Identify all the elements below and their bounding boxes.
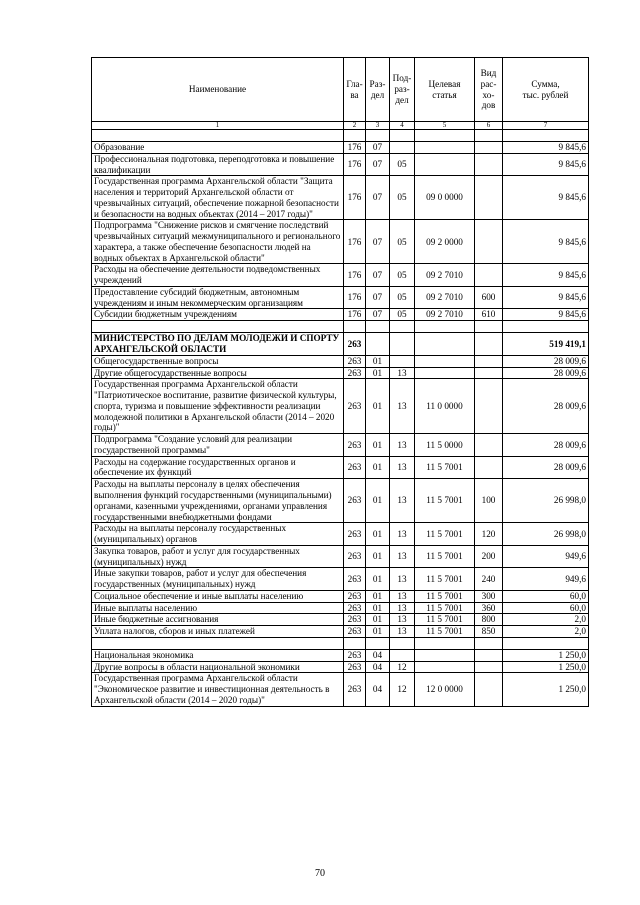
table-row [92, 309, 589, 321]
header-target-article: Целевая статья [415, 58, 475, 122]
cell-name: МИНИСТЕРСТВО ПО ДЕЛАМ МОЛОДЕЖИ И СПОРТУ АРХАНГЕЛЬСКОЙ ОБЛАСТИ [92, 333, 344, 356]
cell-target-article: 09 2 7010 [415, 309, 475, 321]
cell-expense-type: 800 [475, 614, 503, 626]
cell-glava: 263 [344, 523, 366, 546]
cell-razdel: 07 [366, 176, 390, 220]
cell-razdel: 01 [366, 479, 390, 523]
table-row [92, 602, 589, 614]
table-row [92, 264, 589, 287]
empty-cell [344, 637, 366, 649]
cell-expense-type: 120 [475, 523, 503, 546]
cell-glava: 263 [344, 456, 366, 479]
cell-name: Закупка товаров, работ и услуг для государственных (муниципальных) нужд [92, 545, 344, 568]
empty-cell [475, 637, 503, 649]
empty-cell [366, 130, 390, 142]
budget-table [91, 57, 589, 707]
empty-cell [344, 321, 366, 333]
cell-name: Другие вопросы в области национальной экономики [92, 661, 344, 673]
cell-target-article: 11 5 7001 [415, 626, 475, 638]
cell-expense-type [475, 220, 503, 264]
empty-cell [475, 321, 503, 333]
header-glava: Гла- ва [344, 58, 366, 122]
table-row [92, 379, 589, 434]
empty-cell [92, 637, 344, 649]
cell-sum: 28 009,6 [503, 367, 589, 379]
column-index: 1 [92, 122, 344, 130]
cell-name: Государственная программа Архангельской области "Защита населения и территорий Архангельской области от чрезвычайных ситуаций, обеспечение пожарной безопасности и безопасности на водных объектах (2014 – 2017 годы)" [92, 176, 344, 220]
cell-podrazdel: 05 [390, 220, 415, 264]
table-row-spacer [92, 130, 589, 142]
cell-glava: 176 [344, 286, 366, 309]
cell-target-article [415, 333, 475, 356]
empty-cell [390, 637, 415, 649]
cell-target-article: 11 5 7001 [415, 479, 475, 523]
cell-name: Иные бюджетные ассигнования [92, 614, 344, 626]
cell-name: Расходы на выплаты персоналу в целях обеспечения выполнения функций государственными (муниципальными) органами, казенными учреждениями, органами управления государственными внебюджетными фондами [92, 479, 344, 523]
cell-expense-type [475, 142, 503, 154]
cell-podrazdel: 05 [390, 153, 415, 176]
cell-expense-type: 100 [475, 479, 503, 523]
cell-target-article: 11 5 7001 [415, 456, 475, 479]
cell-podrazdel: 13 [390, 626, 415, 638]
cell-podrazdel [390, 333, 415, 356]
cell-sum: 1 250,0 [503, 673, 589, 706]
cell-glava: 176 [344, 142, 366, 154]
cell-target-article [415, 142, 475, 154]
cell-razdel: 07 [366, 264, 390, 287]
header-name: Наименование [92, 58, 344, 122]
cell-sum: 28 009,6 [503, 379, 589, 434]
empty-cell [475, 130, 503, 142]
cell-podrazdel: 13 [390, 379, 415, 434]
cell-name: Расходы на обеспечение деятельности подведомственных учреждений [92, 264, 344, 287]
cell-name: Государственная программа Архангельской области "Экономическое развитие и инвестиционная деятельность в Архангельской области (2014 – 2020 годы)" [92, 673, 344, 706]
cell-expense-type [475, 434, 503, 457]
cell-expense-type [475, 355, 503, 367]
cell-name: Иные закупки товаров, работ и услуг для обеспечения государственных (муниципальных) нужд [92, 568, 344, 591]
cell-expense-type [475, 456, 503, 479]
column-index-row [92, 122, 589, 130]
cell-razdel: 01 [366, 434, 390, 457]
cell-glava: 263 [344, 379, 366, 434]
cell-target-article: 11 5 7001 [415, 614, 475, 626]
cell-razdel: 01 [366, 626, 390, 638]
cell-podrazdel: 13 [390, 456, 415, 479]
cell-podrazdel: 12 [390, 661, 415, 673]
cell-sum: 9 845,6 [503, 309, 589, 321]
table-row [92, 434, 589, 457]
table-row [92, 456, 589, 479]
cell-name: Общегосударственные вопросы [92, 355, 344, 367]
cell-sum: 519 419,1 [503, 333, 589, 356]
cell-target-article [415, 367, 475, 379]
empty-cell [92, 130, 344, 142]
cell-razdel: 04 [366, 673, 390, 706]
cell-target-article: 09 2 7010 [415, 286, 475, 309]
cell-glava: 263 [344, 673, 366, 706]
cell-razdel: 07 [366, 286, 390, 309]
cell-sum: 9 845,6 [503, 286, 589, 309]
cell-name: Профессиональная подготовка, переподготовка и повышение квалификации [92, 153, 344, 176]
cell-expense-type: 850 [475, 626, 503, 638]
cell-name: Социальное обеспечение и иные выплаты населению [92, 590, 344, 602]
empty-cell [366, 321, 390, 333]
cell-target-article [415, 355, 475, 367]
cell-podrazdel: 13 [390, 602, 415, 614]
cell-razdel: 07 [366, 153, 390, 176]
cell-expense-type [475, 661, 503, 673]
column-index: 6 [475, 122, 503, 130]
empty-cell [92, 321, 344, 333]
cell-sum: 9 845,6 [503, 264, 589, 287]
cell-expense-type [475, 367, 503, 379]
cell-target-article: 12 0 0000 [415, 673, 475, 706]
cell-glava: 263 [344, 545, 366, 568]
cell-expense-type: 200 [475, 545, 503, 568]
cell-target-article: 11 0 0000 [415, 379, 475, 434]
empty-cell [503, 130, 589, 142]
cell-razdel: 01 [366, 590, 390, 602]
cell-name: Расходы на выплаты персоналу государственных (муниципальных) органов [92, 523, 344, 546]
cell-glava: 263 [344, 626, 366, 638]
cell-glava: 263 [344, 649, 366, 661]
cell-target-article [415, 649, 475, 661]
header-podrazdel: Под- раз- дел [390, 58, 415, 122]
cell-podrazdel: 13 [390, 614, 415, 626]
cell-name: Иные выплаты населению [92, 602, 344, 614]
page-number: 70 [315, 868, 325, 879]
cell-podrazdel: 05 [390, 264, 415, 287]
cell-sum: 2,0 [503, 626, 589, 638]
cell-podrazdel: 13 [390, 434, 415, 457]
cell-name: Национальная экономика [92, 649, 344, 661]
cell-expense-type [475, 379, 503, 434]
cell-expense-type [475, 673, 503, 706]
cell-glava: 263 [344, 367, 366, 379]
header-sum: Сумма, тыс. рублей [503, 58, 589, 122]
cell-razdel: 07 [366, 142, 390, 154]
cell-razdel: 01 [366, 456, 390, 479]
cell-sum: 949,6 [503, 545, 589, 568]
column-index: 2 [344, 122, 366, 130]
table-row [92, 523, 589, 546]
empty-cell [415, 130, 475, 142]
cell-podrazdel [390, 142, 415, 154]
cell-glava: 263 [344, 614, 366, 626]
cell-glava: 263 [344, 602, 366, 614]
cell-glava: 263 [344, 590, 366, 602]
cell-name: Уплата налогов, сборов и иных платежей [92, 626, 344, 638]
cell-name: Подпрограмма "Создание условий для реализации государственной программы" [92, 434, 344, 457]
column-index: 4 [390, 122, 415, 130]
table-row [92, 661, 589, 673]
cell-expense-type [475, 264, 503, 287]
cell-razdel: 01 [366, 355, 390, 367]
table-row [92, 142, 589, 154]
cell-podrazdel: 05 [390, 309, 415, 321]
cell-sum: 2,0 [503, 614, 589, 626]
table-row [92, 649, 589, 661]
cell-sum: 9 845,6 [503, 176, 589, 220]
cell-razdel: 01 [366, 614, 390, 626]
column-index: 5 [415, 122, 475, 130]
cell-expense-type: 300 [475, 590, 503, 602]
cell-podrazdel: 05 [390, 176, 415, 220]
cell-glava: 176 [344, 153, 366, 176]
empty-cell [344, 130, 366, 142]
cell-expense-type [475, 176, 503, 220]
cell-glava: 263 [344, 333, 366, 356]
cell-glava: 176 [344, 176, 366, 220]
header-row [92, 58, 589, 122]
cell-sum: 26 998,0 [503, 479, 589, 523]
cell-podrazdel [390, 649, 415, 661]
cell-name: Предоставление субсидий бюджетным, автономным учреждениям и иным некоммерческим организациям [92, 286, 344, 309]
cell-podrazdel: 13 [390, 545, 415, 568]
cell-target-article [415, 661, 475, 673]
cell-target-article: 11 5 0000 [415, 434, 475, 457]
cell-expense-type [475, 649, 503, 661]
column-index: 7 [503, 122, 589, 130]
cell-glava: 263 [344, 434, 366, 457]
cell-sum: 28 009,6 [503, 456, 589, 479]
cell-sum: 28 009,6 [503, 355, 589, 367]
cell-podrazdel: 13 [390, 590, 415, 602]
cell-podrazdel: 13 [390, 523, 415, 546]
cell-sum: 60,0 [503, 590, 589, 602]
cell-sum: 1 250,0 [503, 661, 589, 673]
cell-glava: 176 [344, 264, 366, 287]
cell-razdel: 01 [366, 379, 390, 434]
cell-target-article: 11 5 7001 [415, 545, 475, 568]
header-expense-type: Вид рас- хо- дов [475, 58, 503, 122]
cell-target-article: 09 0 0000 [415, 176, 475, 220]
cell-podrazdel: 05 [390, 286, 415, 309]
cell-razdel: 04 [366, 649, 390, 661]
empty-cell [390, 321, 415, 333]
table-body [92, 130, 589, 707]
header-razdel: Раз- дел [366, 58, 390, 122]
cell-razdel [366, 333, 390, 356]
cell-sum: 26 998,0 [503, 523, 589, 546]
cell-target-article: 09 2 7010 [415, 264, 475, 287]
table-row [92, 568, 589, 591]
cell-expense-type [475, 333, 503, 356]
budget-table-container [91, 57, 588, 707]
cell-podrazdel: 13 [390, 568, 415, 591]
cell-target-article: 11 5 7001 [415, 523, 475, 546]
cell-glava: 176 [344, 220, 366, 264]
cell-expense-type [475, 153, 503, 176]
cell-name: Образование [92, 142, 344, 154]
cell-target-article: 11 5 7001 [415, 590, 475, 602]
cell-expense-type: 360 [475, 602, 503, 614]
table-row-spacer [92, 637, 589, 649]
cell-razdel: 01 [366, 523, 390, 546]
table-row [92, 479, 589, 523]
cell-sum: 9 845,6 [503, 153, 589, 176]
cell-glava: 263 [344, 479, 366, 523]
cell-podrazdel: 12 [390, 673, 415, 706]
cell-razdel: 01 [366, 602, 390, 614]
cell-glava: 263 [344, 661, 366, 673]
table-row [92, 367, 589, 379]
column-index: 3 [366, 122, 390, 130]
empty-cell [366, 637, 390, 649]
cell-sum: 1 250,0 [503, 649, 589, 661]
cell-target-article: 09 2 0000 [415, 220, 475, 264]
cell-name: Государственная программа Архангельской области "Патриотическое воспитание, развитие физической культуры, спорта, туризма и повышение эффективности реализации молодежной политики в Архангельской области (2014 – 2020 годы)" [92, 379, 344, 434]
cell-razdel: 01 [366, 545, 390, 568]
cell-target-article: 11 5 7001 [415, 568, 475, 591]
cell-sum: 949,6 [503, 568, 589, 591]
cell-razdel: 07 [366, 309, 390, 321]
table-row [92, 590, 589, 602]
cell-podrazdel: 13 [390, 367, 415, 379]
cell-glava: 263 [344, 355, 366, 367]
table-row [92, 626, 589, 638]
empty-cell [415, 637, 475, 649]
cell-name: Субсидии бюджетным учреждениям [92, 309, 344, 321]
cell-podrazdel [390, 355, 415, 367]
empty-cell [503, 637, 589, 649]
cell-sum: 9 845,6 [503, 220, 589, 264]
cell-target-article [415, 153, 475, 176]
cell-razdel: 04 [366, 661, 390, 673]
cell-razdel: 07 [366, 220, 390, 264]
empty-cell [503, 321, 589, 333]
table-row [92, 673, 589, 706]
cell-name: Расходы на содержание государственных органов и обеспечение их функций [92, 456, 344, 479]
cell-name: Другие общегосударственные вопросы [92, 367, 344, 379]
table-row-spacer [92, 321, 589, 333]
table-row [92, 614, 589, 626]
cell-sum: 60,0 [503, 602, 589, 614]
empty-cell [415, 321, 475, 333]
table-row [92, 333, 589, 356]
cell-glava: 263 [344, 568, 366, 591]
cell-name: Подпрограмма "Снижение рисков и смягчение последствий чрезвычайных ситуаций межмуниципального и регионального характера, а также обеспечение безопасности людей на водных объектах в Архангельской области" [92, 220, 344, 264]
cell-razdel: 01 [366, 568, 390, 591]
table-row [92, 545, 589, 568]
empty-cell [390, 130, 415, 142]
table-row [92, 286, 589, 309]
cell-expense-type: 600 [475, 286, 503, 309]
cell-expense-type: 610 [475, 309, 503, 321]
cell-sum: 28 009,6 [503, 434, 589, 457]
table-row [92, 176, 589, 220]
cell-expense-type: 240 [475, 568, 503, 591]
table-row [92, 220, 589, 264]
table-row [92, 355, 589, 367]
cell-glava: 176 [344, 309, 366, 321]
cell-razdel: 01 [366, 367, 390, 379]
cell-target-article: 11 5 7001 [415, 602, 475, 614]
cell-podrazdel: 13 [390, 479, 415, 523]
cell-sum: 9 845,6 [503, 142, 589, 154]
table-row [92, 153, 589, 176]
